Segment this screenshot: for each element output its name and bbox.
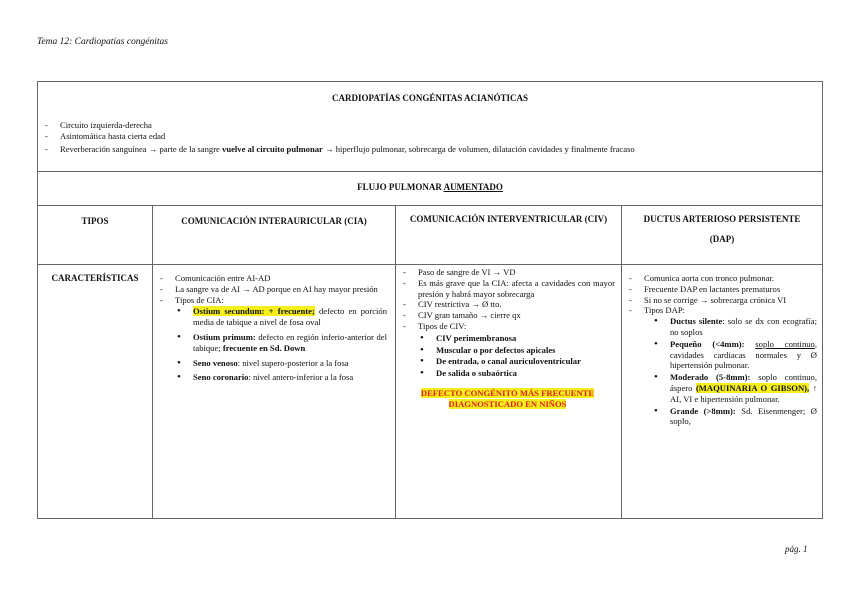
dap-type-silente: • Ductus silente: solo se dx con ecografía; no soplos [670,316,817,338]
header-tipos: TIPOS [81,216,109,226]
cia-type-ostium-primum: • Ostium primum: defecto en región inferio-anterior del tabique; frecuente en Sd. Down [193,332,387,354]
civ-item: - Tipos de CIV: [400,321,615,332]
flujo-title: FLUJO PULMONAR AUMENTADO [357,182,503,192]
cia-type-ostium-secundum: • Ostium secundum: + frecuente; defecto en porción media de tabique a nivel de fosa oval [193,306,387,328]
cia-content [152,265,395,518]
dap-item: - Si no se corrige → sobrecarga crónica VI [626,295,817,306]
civ-type: • De entrada, o canal auriculoventricular [436,356,615,367]
cia-types [157,306,387,383]
civ-item: - CIV restrictiva → Ø tto. [400,299,615,310]
dap-types [626,316,817,427]
section-bullets [42,120,818,154]
civ-content [395,265,621,518]
dap-item: - Comunica aorta con tronco pulmonar. [626,273,817,284]
civ-type: • De salida o subaórtica [436,368,615,379]
dap-type-grande: • Grande (>8mm): Sd. Eisenmenger; Ø soplo, [670,406,817,428]
header-dap: DUCTUS ARTERIOSO PERSISTENTE (DAP) [621,206,822,264]
dap-content [621,265,822,518]
cia-item: - Comunicación entre AI-AD [157,273,387,284]
column-header-row [38,206,822,265]
bullet-asintomatica: - Asintomática hasta cierta edad [42,131,818,142]
cia-type-seno-venoso: • Seno venoso: nivel supero-posterior a la fosa [193,358,387,369]
dap-type-moderado: • Moderado (5-8mm): soplo continuo, áspero (MAQUINARIA O GIBSON), ↑ AI, VI e hipertensión pulmonar. [670,372,817,404]
section-title: CARDIOPATÍAS CONGÉNITAS ACIANÓTICAS [331,93,529,103]
civ-types [400,333,615,379]
bullet-reverberacion: - Reverberación sanguínea → parte de la sangre vuelve al circuito pulmonar → hiperflujo pulmonar, sobrecarga de volumen, dilatación cavidades y finalmente fracaso [42,144,818,155]
section-row [38,82,822,172]
civ-type: • CIV perimembranosa [436,333,615,344]
dap-type-pequeno: • Pequeño (<4mm): soplo continuo, cavidades cardiacas normales y Ø hipertensión pulmonar. [670,339,817,371]
dap-item: - Tipos DAP: [626,305,817,316]
civ-item: - CIV gran tamaño → cierre qx [400,310,615,321]
row-label-caracteristicas: CARACTERÍSTICAS [51,273,139,283]
cia-item: - Tipos de CIA: [157,295,387,306]
civ-note: DEFECTO CONGÉNITO MÁS FRECUENTE DIAGNOSTICADO EN NIÑOS [420,387,595,409]
cia-item: - La sangre va de AI → AD porque en AI hay mayor presión [157,284,387,295]
civ-type: • Muscular o por defectos apicales [436,345,615,356]
page-number: pág. 1 [785,544,808,554]
flujo-row [38,172,822,206]
document-header: Tema 12: Cardiopatías congénitas [37,37,168,47]
header-cia: COMUNICACIÓN INTERAURICULAR (CIA) [152,206,395,264]
caracteristicas-row [38,265,822,518]
cardiopathy-table [37,81,823,519]
cia-type-seno-coronario: • Seno coronario: nivel antero-inferior a la fosa [193,372,387,383]
civ-item: - Es más grave que la CIA: afecta a cavidades con mayor presión y habrá mayor sobrecarga [400,278,615,300]
civ-item: - Paso de sangre de VI → VD [400,267,615,278]
header-civ: COMUNICACIÓN INTERVENTRICULAR (CIV) [395,206,621,264]
dap-item: - Frecuente DAP en lactantes prematuros [626,284,817,295]
bullet-circuito: - Circuito izquierda-derecha [42,120,818,131]
